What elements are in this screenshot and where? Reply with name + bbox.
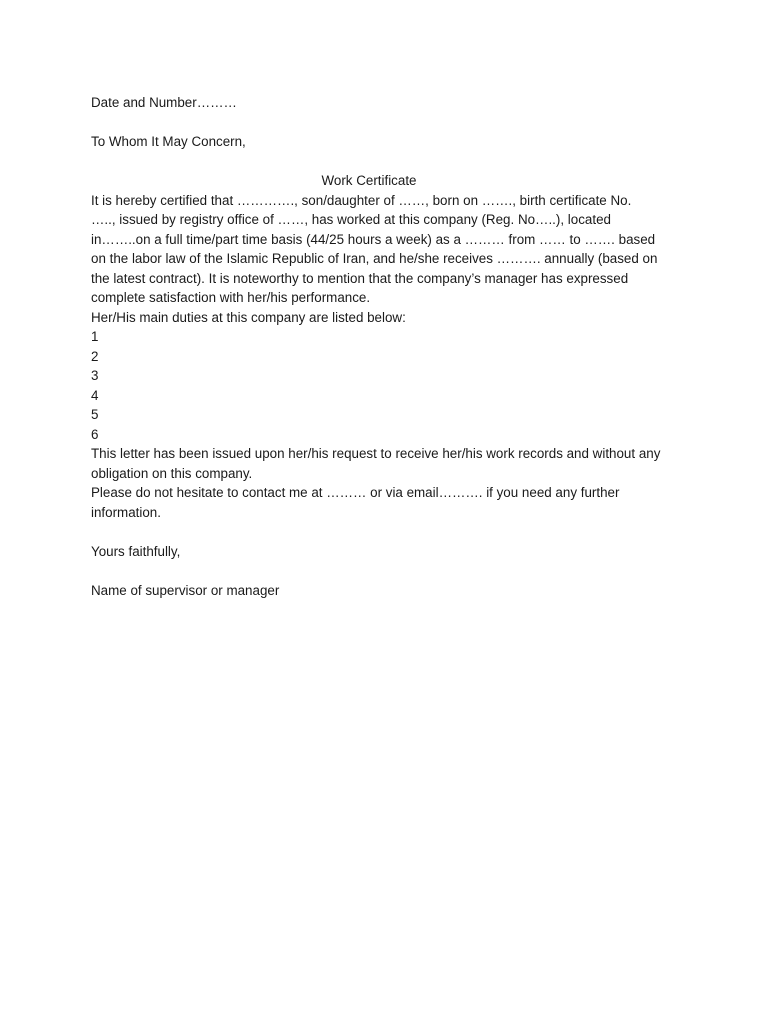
closing-line: Please do not hesitate to contact me at ……… or via email………. if you need any further: [91, 485, 620, 500]
body-line: complete satisfaction with her/his performance.: [91, 290, 371, 305]
duty-item: 4: [91, 387, 99, 403]
spacer: [91, 152, 691, 172]
body-line: ….., issued by registry office of ……, has worked at this company (Reg. No…..), located: [91, 212, 611, 227]
date-number-line: Date and Number………: [91, 95, 237, 110]
document-title: Work Certificate: [321, 173, 417, 188]
body-line: the latest contract). It is noteworthy to mention that the company’s manager has expressed: [91, 270, 629, 286]
duty-item: 3: [91, 368, 99, 383]
salutation: To Whom It May Concern,: [91, 134, 246, 149]
sign-off: Yours faithfully,: [91, 543, 181, 559]
body-line: It is hereby certified that …………., son/daughter of ……, born on ……., birth certificate No.: [91, 192, 632, 208]
duties-intro: Her/His main duties at this company are listed below:: [91, 309, 406, 325]
body-line: on the labor law of the Islamic Republic of Iran, and he/she receives ………. annually (based on: [91, 251, 658, 266]
spacer: [91, 561, 691, 581]
duties-list: [91, 327, 691, 444]
closing-paragraph: [91, 444, 691, 522]
duty-item: 2: [91, 348, 99, 364]
closing-line: obligation on this company.: [91, 465, 253, 481]
duty-item: 5: [91, 407, 99, 422]
duty-item: 6: [91, 426, 99, 442]
body-line: in……..on a full time/part time basis (44/25 hours a week) as a ……… from …… to ……. based: [91, 231, 656, 247]
duty-item: 1: [91, 329, 99, 344]
closing-line: information.: [91, 504, 161, 520]
letter-body: [91, 93, 691, 600]
signature-name: Name of supervisor or manager: [91, 582, 280, 598]
closing-line: This letter has been issued upon her/his request to receive her/his work records and without any: [91, 446, 661, 461]
spacer: [91, 522, 691, 542]
certificate-paragraph: [91, 191, 691, 308]
spacer: [91, 113, 691, 133]
